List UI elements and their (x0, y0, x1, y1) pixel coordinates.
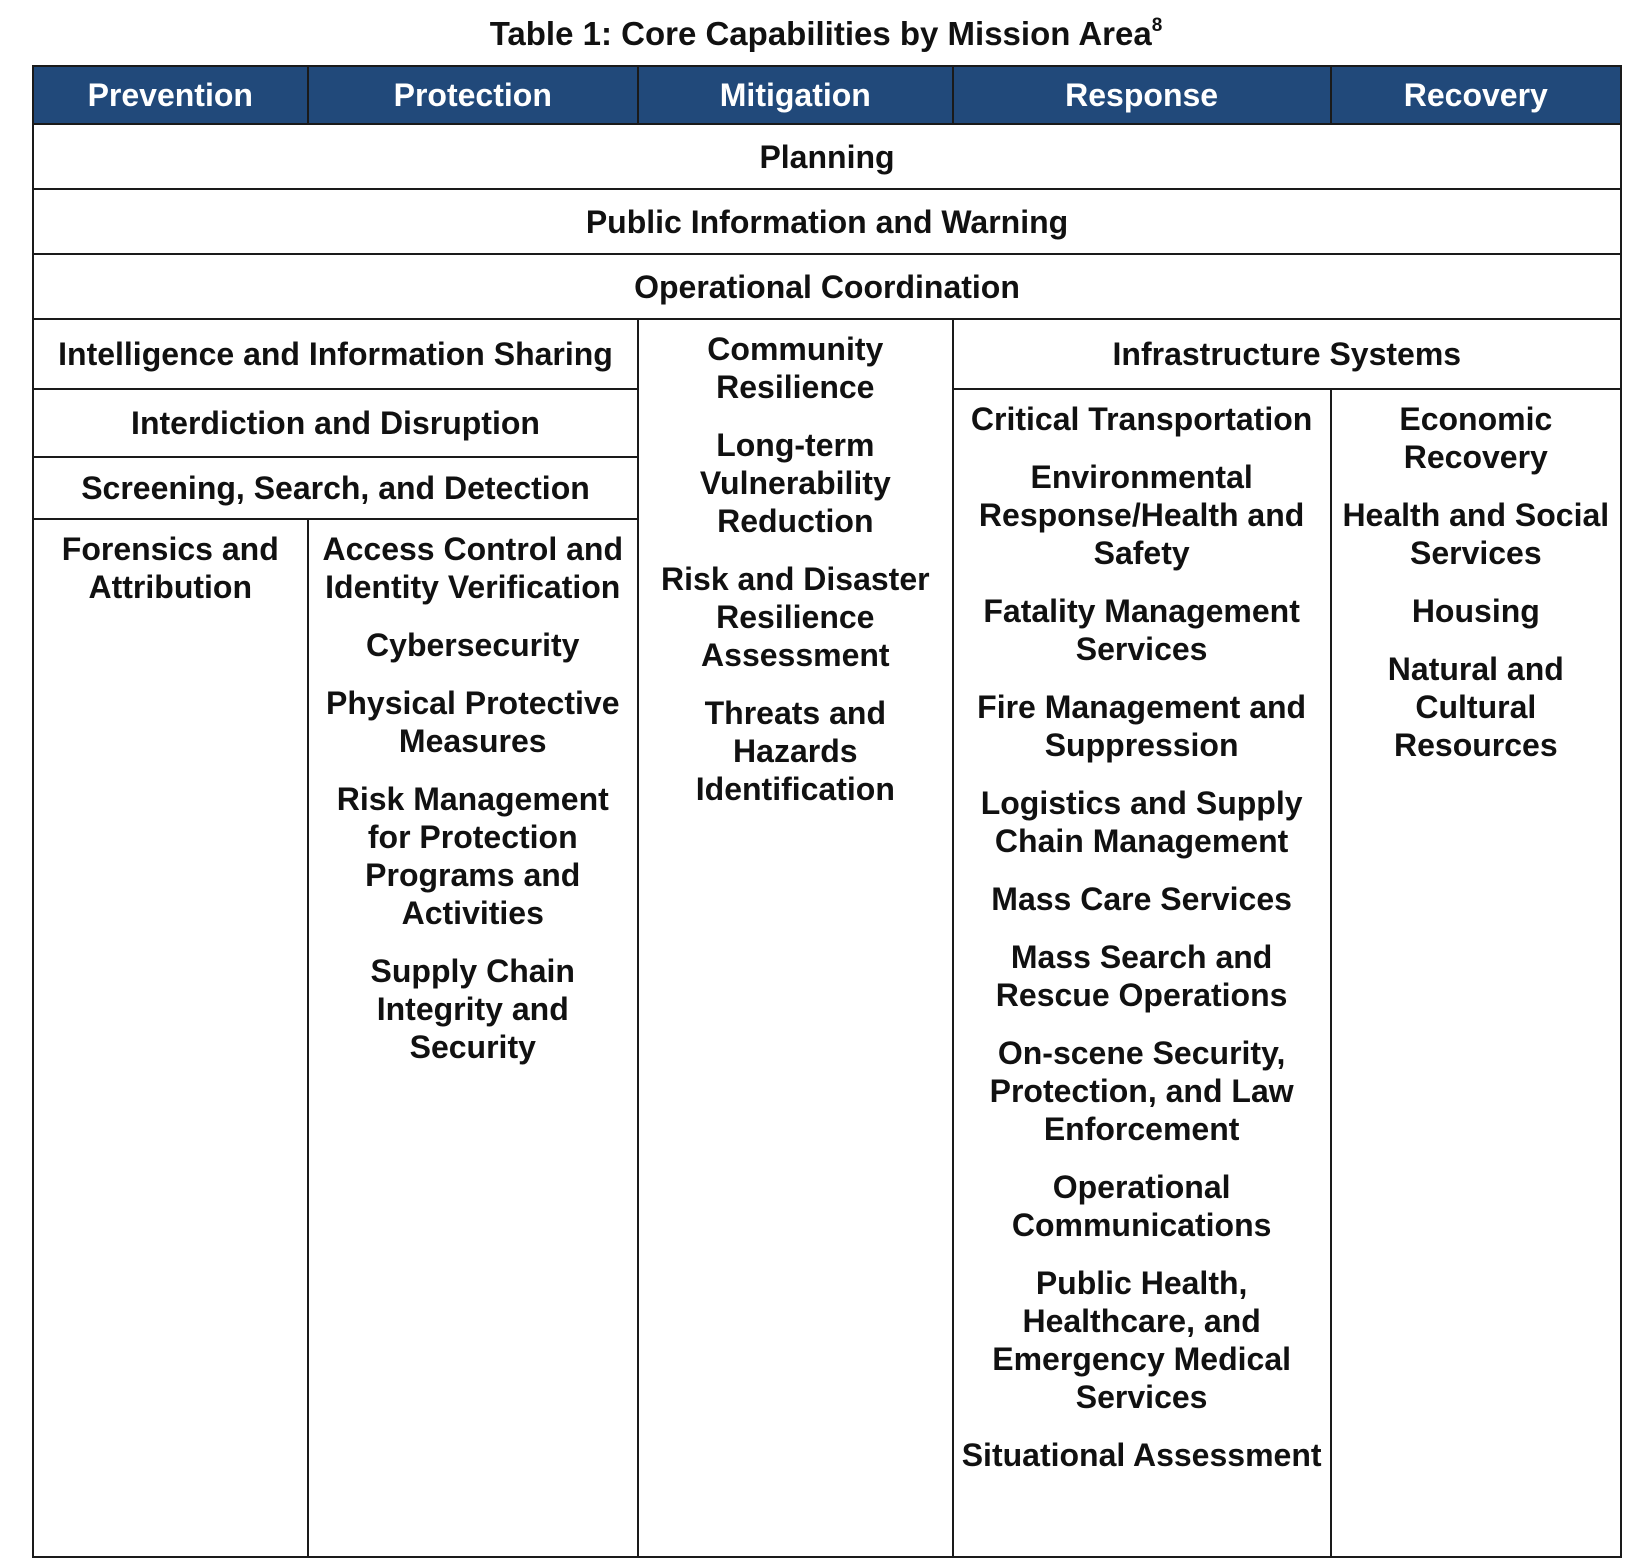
cell-planning: Planning (33, 124, 1621, 189)
list-item: Fire Management and Suppression (977, 689, 1307, 763)
table-title (0, 6, 1652, 54)
cell-prevention-list (33, 519, 308, 1557)
footnote-marker: 8 (1151, 15, 1163, 36)
list-item: Situational Assessment (961, 1437, 1322, 1473)
header-response: Response (953, 66, 1331, 124)
cell-public-information-warning: Public Information and Warning (33, 189, 1621, 254)
cell-operational-coordination: Operational Coordination (33, 254, 1621, 319)
list-item: Cybersecurity (366, 627, 580, 663)
list-item: Threats and Hazards Identification (695, 695, 895, 807)
response-list (960, 400, 1324, 1474)
recovery-list (1338, 400, 1614, 764)
header-protection: Protection (308, 66, 638, 124)
cell-protection-list (308, 519, 638, 1557)
header-row (33, 66, 1621, 124)
list-item: Environmental Response/Health and Safety (978, 459, 1305, 571)
list-item: Long-term Vulnerability Reduction (699, 427, 891, 539)
row-intelligence (33, 319, 1621, 389)
list-item: Housing (1411, 593, 1540, 629)
header-prevention: Prevention (33, 66, 308, 124)
cell-intelligence-sharing: Intelligence and Information Sharing (33, 319, 638, 389)
list-item: Mass Care Services (991, 881, 1292, 917)
cell-screening-search-detection: Screening, Search, and Detection (33, 457, 638, 519)
list-item: Access Control and Identity Verification (322, 531, 623, 605)
shared-row-operational-coordination (33, 254, 1621, 319)
protection-list (315, 530, 631, 1066)
table-title-text: Table 1: Core Capabilities by Mission Area (489, 15, 1152, 52)
list-item: Risk and Disaster Resilience Assessment (661, 561, 930, 673)
list-item: Fatality Management Services (983, 593, 1300, 667)
list-item: Supply Chain Integrity and Security (370, 953, 575, 1065)
list-item: Economic Recovery (1399, 401, 1553, 475)
list-item: Physical Protective Measures (326, 685, 620, 759)
list-item: Logistics and Supply Chain Management (980, 785, 1303, 859)
list-item: Forensics and Attribution (61, 531, 279, 605)
header-mitigation: Mitigation (638, 66, 953, 124)
list-item: Health and Social Services (1342, 497, 1610, 571)
cell-recovery-list (1331, 389, 1621, 1557)
shared-row-public-information (33, 189, 1621, 254)
list-item: Critical Transportation (970, 401, 1313, 437)
shared-row-planning (33, 124, 1621, 189)
cell-response-list (953, 389, 1331, 1557)
list-item: Risk Management for Protection Programs and Activities (336, 781, 609, 931)
cell-mitigation-list (638, 319, 953, 1557)
cell-interdiction-disruption: Interdiction and Disruption (33, 389, 638, 457)
prevention-list (40, 530, 301, 606)
mitigation-list (645, 330, 946, 808)
header-recovery: Recovery (1331, 66, 1621, 124)
list-item: Operational Communications (1011, 1169, 1272, 1243)
list-item: Public Health, Healthcare, and Emergency Medical Services (992, 1265, 1292, 1415)
list-item: Natural and Cultural Resources (1387, 651, 1564, 763)
core-capabilities-table (32, 65, 1622, 1558)
list-item: Community Resilience (707, 331, 884, 405)
cell-infrastructure-systems: Infrastructure Systems (953, 319, 1621, 389)
list-item: Mass Search and Rescue Operations (995, 939, 1288, 1013)
list-item: On-scene Security, Protection, and Law Enforcement (989, 1035, 1294, 1147)
